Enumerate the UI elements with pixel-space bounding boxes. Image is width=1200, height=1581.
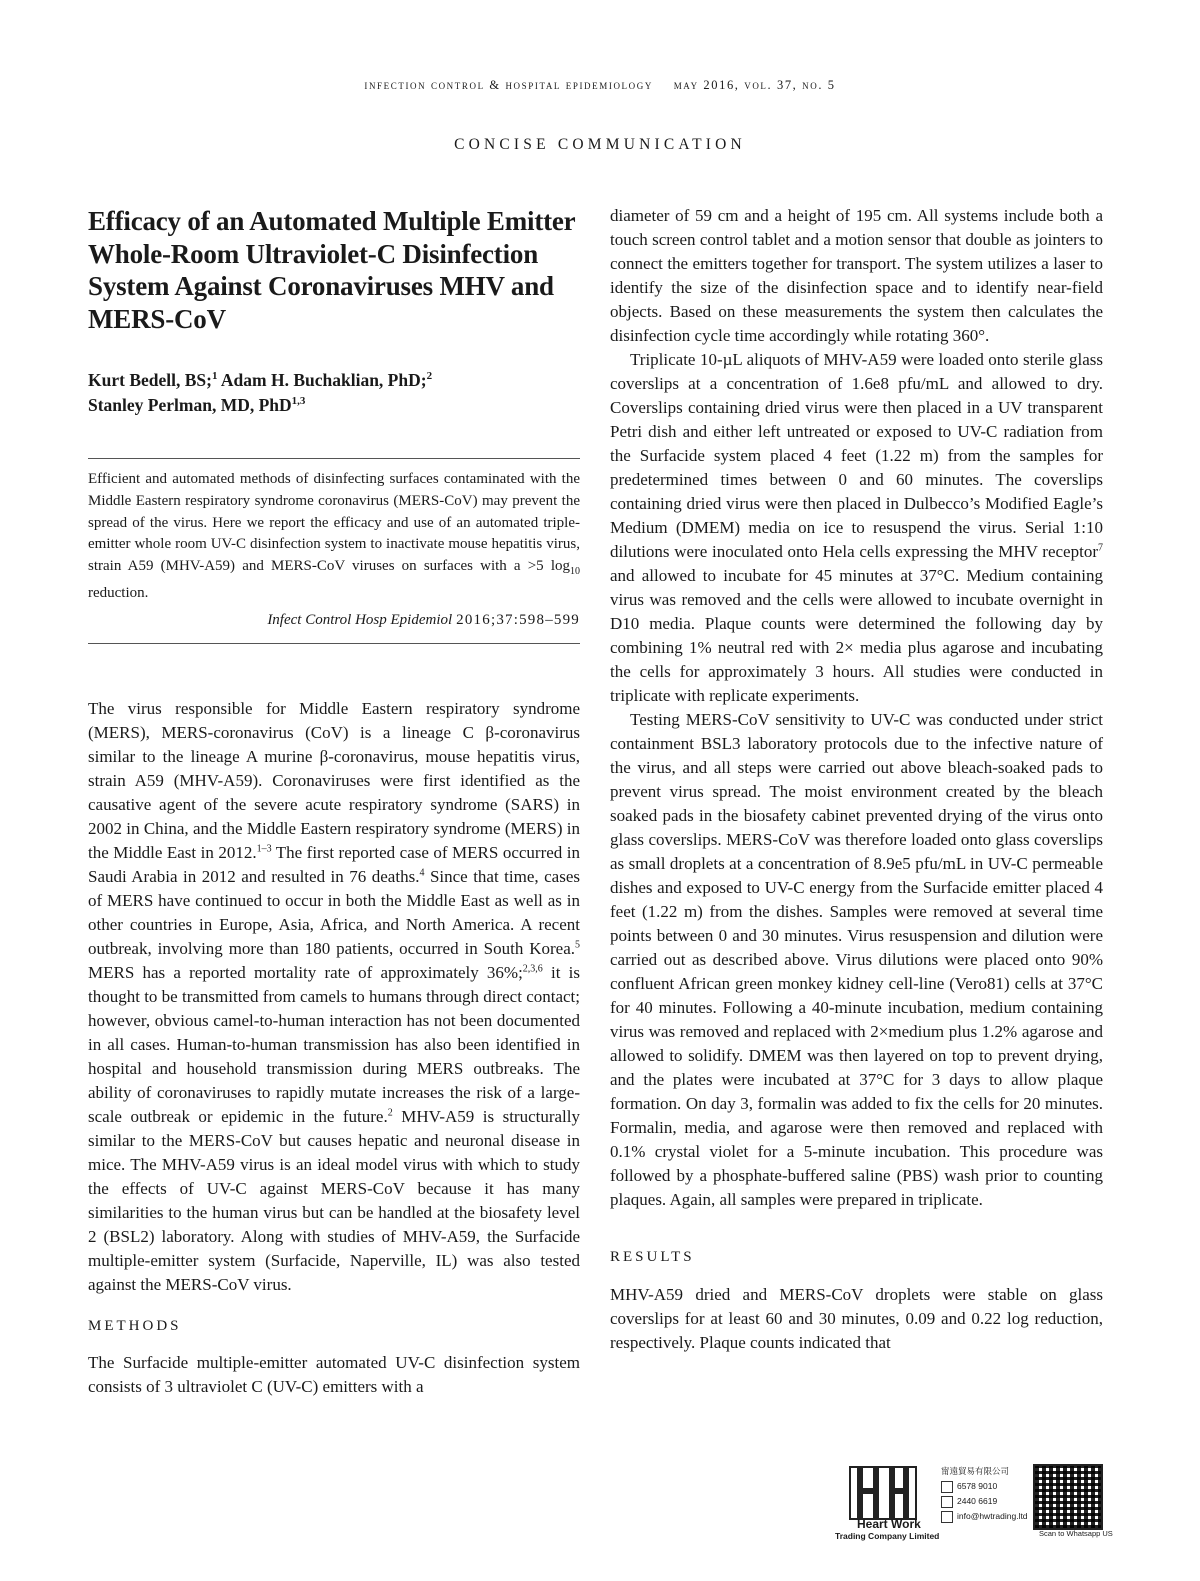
abstract: [88, 469, 580, 605]
fax-icon: [941, 1496, 953, 1508]
fax-number: 2440 6619: [957, 1496, 998, 1506]
qr-label: Scan to Whatsapp US: [1039, 1529, 1113, 1538]
methods-text: Triplicate 10-µL aliquots of MHV-A59 were loaded onto sterile glass coverslips at a concentration of 1.6e8 pfu/mL and allowed to dry. Coverslips containing dried virus were then placed in a UV transparent Petri dish and either left untreated or exposed to UV-C radiation from the Surfacide system placed 4 feet (1.22 m) from the samples for predetermined times between 0 and 60 minutes. The coverslips containing dried virus were then placed in Dulbecco’s Modified Eagle’s Medium (DMEM) media on ice to resuspend the virus. Serial 1:10 dilutions were inoculated onto Hela cells expressing the MHV receptor: [610, 350, 1103, 561]
abstract-subscript: 10: [570, 566, 580, 578]
citation-reference: 2016;37:598–599: [456, 611, 580, 628]
intro-text: MHV-A59 is structurally similar to the MERS-CoV but causes hepatic and neuronal disease in mice. The MHV-A59 virus is an ideal model virus with which to study the effects of UV-C against MERS-CoV because it has many similarities to the human virus but can be handled at the biosafety level 2 (BSL2) laboratory. Along with studies of MHV-A59, the Surfacide multiple-emitter system (Surfacide, Naperville, IL) was also tested against the MERS-CoV virus.: [88, 1106, 581, 1294]
email-address: info@hwtrading.ltd: [957, 1511, 1028, 1521]
reference-marker: 4: [419, 867, 425, 879]
methods-paragraph-start: The Surfacide multiple-emitter automated UV-C disinfection system consists of 3 ultraviolet C (UV-C) emitters with a: [88, 1352, 580, 1396]
author-affiliation: 2: [426, 370, 433, 383]
intro-paragraph: [88, 697, 580, 1297]
abstract-text: Efficient and automated methods of disinfecting surfaces contaminated with the Middle Eastern respiratory syndrome coronavirus (MERS-CoV) may prevent the spread of the virus. Here we report the efficacy and use of an automated triple-emitter whole room UV-C disinfection system to inactivate mouse hepatitis virus, strain A59 (MHV-A59) and MERS-CoV viruses on surfaces with a >5 log: [88, 471, 580, 575]
methods-paragraph-continued: diameter of 59 cm and a height of 195 cm. All systems include both a touch screen control tablet and a motion sensor that double as jointers to connect the emitters together for transport. The system utilizes a laser to identify the size of the disinfection space and to identify near-field objects. Based on these measurements the system then calculates the disinfection cycle time accordingly while rotating 360°.: [610, 206, 1103, 345]
author-list: [88, 368, 580, 418]
phone-icon: [941, 1481, 953, 1493]
running-head: [0, 78, 1200, 93]
reference-marker: 1–3: [256, 843, 272, 855]
abstract-text-end: reduction.: [88, 584, 149, 601]
intro-text: MERS has a reported mortality rate of approximately 36%;: [88, 962, 523, 982]
intro-text: The virus responsible for Middle Eastern respiratory syndrome (MERS), MERS-coronavirus (CoV) is a lineage C β-coronavirus similar to the lineage A murine β-coronavirus, mouse hepatitis virus, strain A59 (MHV-A59). Coronaviruses were first identified as the causative agent of the severe acute respiratory syndrome (SARS) in 2002 in China, and the Middle Eastern respiratory syndrome (MERS) in the Middle East in 2012.: [88, 698, 580, 862]
author-affiliation: 1,3: [291, 395, 306, 408]
contact-info: [941, 1464, 1028, 1524]
advertisement: [835, 1462, 1113, 1542]
mail-icon: [941, 1511, 953, 1523]
brand-subtitle: Trading Company Limited: [835, 1531, 940, 1541]
reference-marker: 7: [1098, 542, 1103, 554]
section-type: CONCISE COMMUNICATION: [454, 136, 746, 153]
reference-marker: 5: [575, 939, 580, 951]
intro-text: it is thought to be transmitted from camels to humans through direct contact; however, obvious camel-to-human interaction has not been documented in all cases. Human-to-human transmission has also been identified in hospital and household transmission during MERS outbreaks. The ability of coronaviruses to rapidly mutate increases the risk of a large-scale outbreak or epidemic in the future.: [88, 962, 580, 1126]
methods-paragraph-mers: Testing MERS-CoV sensitivity to UV-C was conducted under strict containment BSL3 laboratory protocols due to the infective nature of the virus, and all steps were carried out above bleach-soaked pads to prevent virus spread. The moist environment created by the bleach soaked pads in the biosafety cabinet prevented drying of the virus onto glass coverslips. MERS-CoV was therefore loaded onto glass coverslips as small droplets at a concentration of 8.9e5 pfu/mL in UV-C permeable dishes and exposed to UV-C energy from the Surfacide emitter placed 4 feet (1.22 m) from the dishes. Samples were removed at several time points between 0 and 30 minutes. Virus resuspension and dilution were carried out as described above. Virus dilutions were placed onto 90% confluent African green monkey kidney cell-line (Vero81) cells at 37°C for 40 minutes. Following a 40-minute incubation, medium containing virus was removed and replaced with 2×medium plus 1.2% agarose and allowed to solidify. DMEM was then layered on top to prevent drying, and the plates were incubated at 37°C for 3 days to allow plaque formation. On day 3, formalin was added to fix the cells for 20 minutes. Formalin, media, and agarose were then removed and replaced with 0.1% crystal violet for a 5-minute incubation. This procedure was followed by a phosphate-buffered saline (PBS) wash prior to counting plaques. Again, all samples were prepared in triplicate.: [610, 710, 1103, 1209]
company-chinese-name: 甯遠貿易有限公司: [941, 1466, 1010, 1476]
brand-name: Heart Work: [857, 1517, 921, 1531]
author-name: Kurt Bedell, BS;: [88, 370, 212, 390]
author-name: Adam H. Buchaklian, PhD;: [220, 370, 427, 390]
methods-text: and allowed to incubate for 45 minutes at 37°C. Medium containing virus was removed and the cells were allowed to incubate overnight in D10 media. Plaque counts were determined the following day by combining 1% neutral red with 2× media plus agarose and incubating the cells for approximately 3 hours. All studies were conducted in triplicate with replicate experiments.: [610, 566, 1103, 705]
hw-logo-icon: [849, 1466, 917, 1520]
abstract-box: [88, 458, 580, 644]
results-heading: RESULTS: [610, 1249, 695, 1265]
author-affiliation: 1: [211, 370, 218, 383]
phone-number: 6578 9010: [957, 1481, 998, 1491]
intro-text: The first reported case of MERS occurred in Saudi Arabia in 2012 and resulted in 76 deaths.: [88, 842, 581, 886]
article-title: Efficacy of an Automated Multiple Emitter Whole-Room Ultraviolet-C Disinfection System Against Coronaviruses MHV and MERS-CoV: [88, 206, 575, 334]
journal-name: infection control & hospital epidemiology: [364, 78, 653, 92]
methods-heading: METHODS: [88, 1317, 182, 1334]
journal-issue: may 2016, vol. 37, no. 5: [673, 78, 836, 92]
methods-paragraph-mhv: [610, 348, 1103, 708]
citation: [88, 610, 580, 631]
reference-marker: 2,3,6: [522, 963, 543, 975]
qr-code-icon: [1033, 1464, 1103, 1530]
citation-journal: Infect Control Hosp Epidemiol: [267, 611, 453, 628]
intro-text: Since that time, cases of MERS have continued to occur in both the Middle East as well as in other countries in Europe, Asia, Africa, and North America. A recent outbreak, involving more than 180 patients, occurred in South Korea.: [88, 866, 581, 958]
reference-marker: 2: [387, 1107, 393, 1119]
right-column: [610, 204, 1103, 1355]
left-column: [88, 205, 580, 1399]
author-name: Stanley Perlman, MD, PhD: [88, 395, 292, 415]
results-paragraph: MHV-A59 dried and MERS-CoV droplets were stable on glass coverslips for at least 60 and 30 minutes, 0.09 and 0.22 log reduction, respectively. Plaque counts indicated that: [610, 1285, 1103, 1352]
